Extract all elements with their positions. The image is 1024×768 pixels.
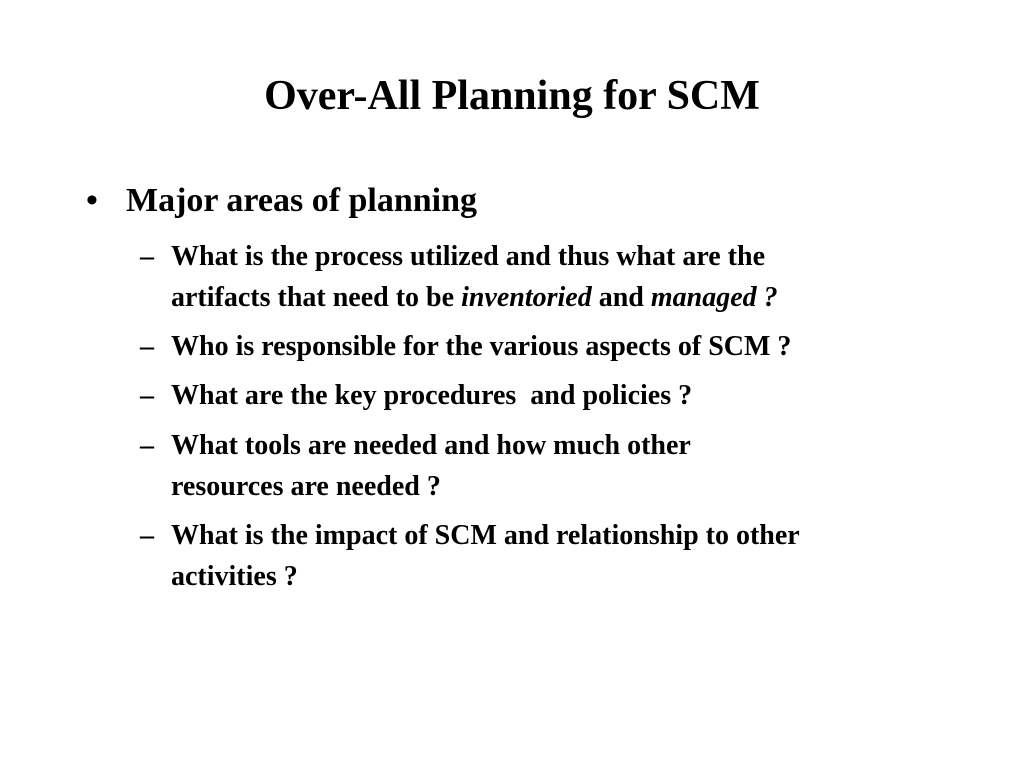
dash-marker: –: [140, 520, 154, 551]
bullet-marker: •: [86, 182, 98, 219]
sub-bullet-text-continued: resources are needed ?: [171, 471, 441, 502]
text-run: artifacts that need to be: [171, 282, 462, 313]
sub-bullet-text-continued: activities ?: [171, 561, 298, 592]
main-bullet-text: Major areas of planning: [126, 182, 478, 219]
dash-marker: –: [140, 241, 154, 272]
sub-bullet-text: What tools are needed and how much other: [171, 430, 691, 461]
emphasis-managed: managed ?: [650, 282, 778, 313]
dash-marker: –: [140, 380, 154, 411]
sub-bullet-text: What are the key procedures and policies ?: [171, 380, 693, 411]
slide-title: Over-All Planning for SCM: [264, 73, 760, 119]
text-run: and: [591, 282, 651, 313]
sub-bullet-text-continued: [171, 277, 778, 318]
dash-marker: –: [140, 430, 154, 461]
emphasis-inventoried: inventoried: [461, 282, 592, 313]
sub-bullet-text: Who is responsible for the various aspects of SCM ?: [171, 331, 792, 362]
dash-marker: –: [140, 331, 154, 362]
sub-bullet-text: What is the impact of SCM and relationship to other: [171, 520, 800, 551]
sub-bullet-text: What is the process utilized and thus what are the: [171, 241, 766, 272]
